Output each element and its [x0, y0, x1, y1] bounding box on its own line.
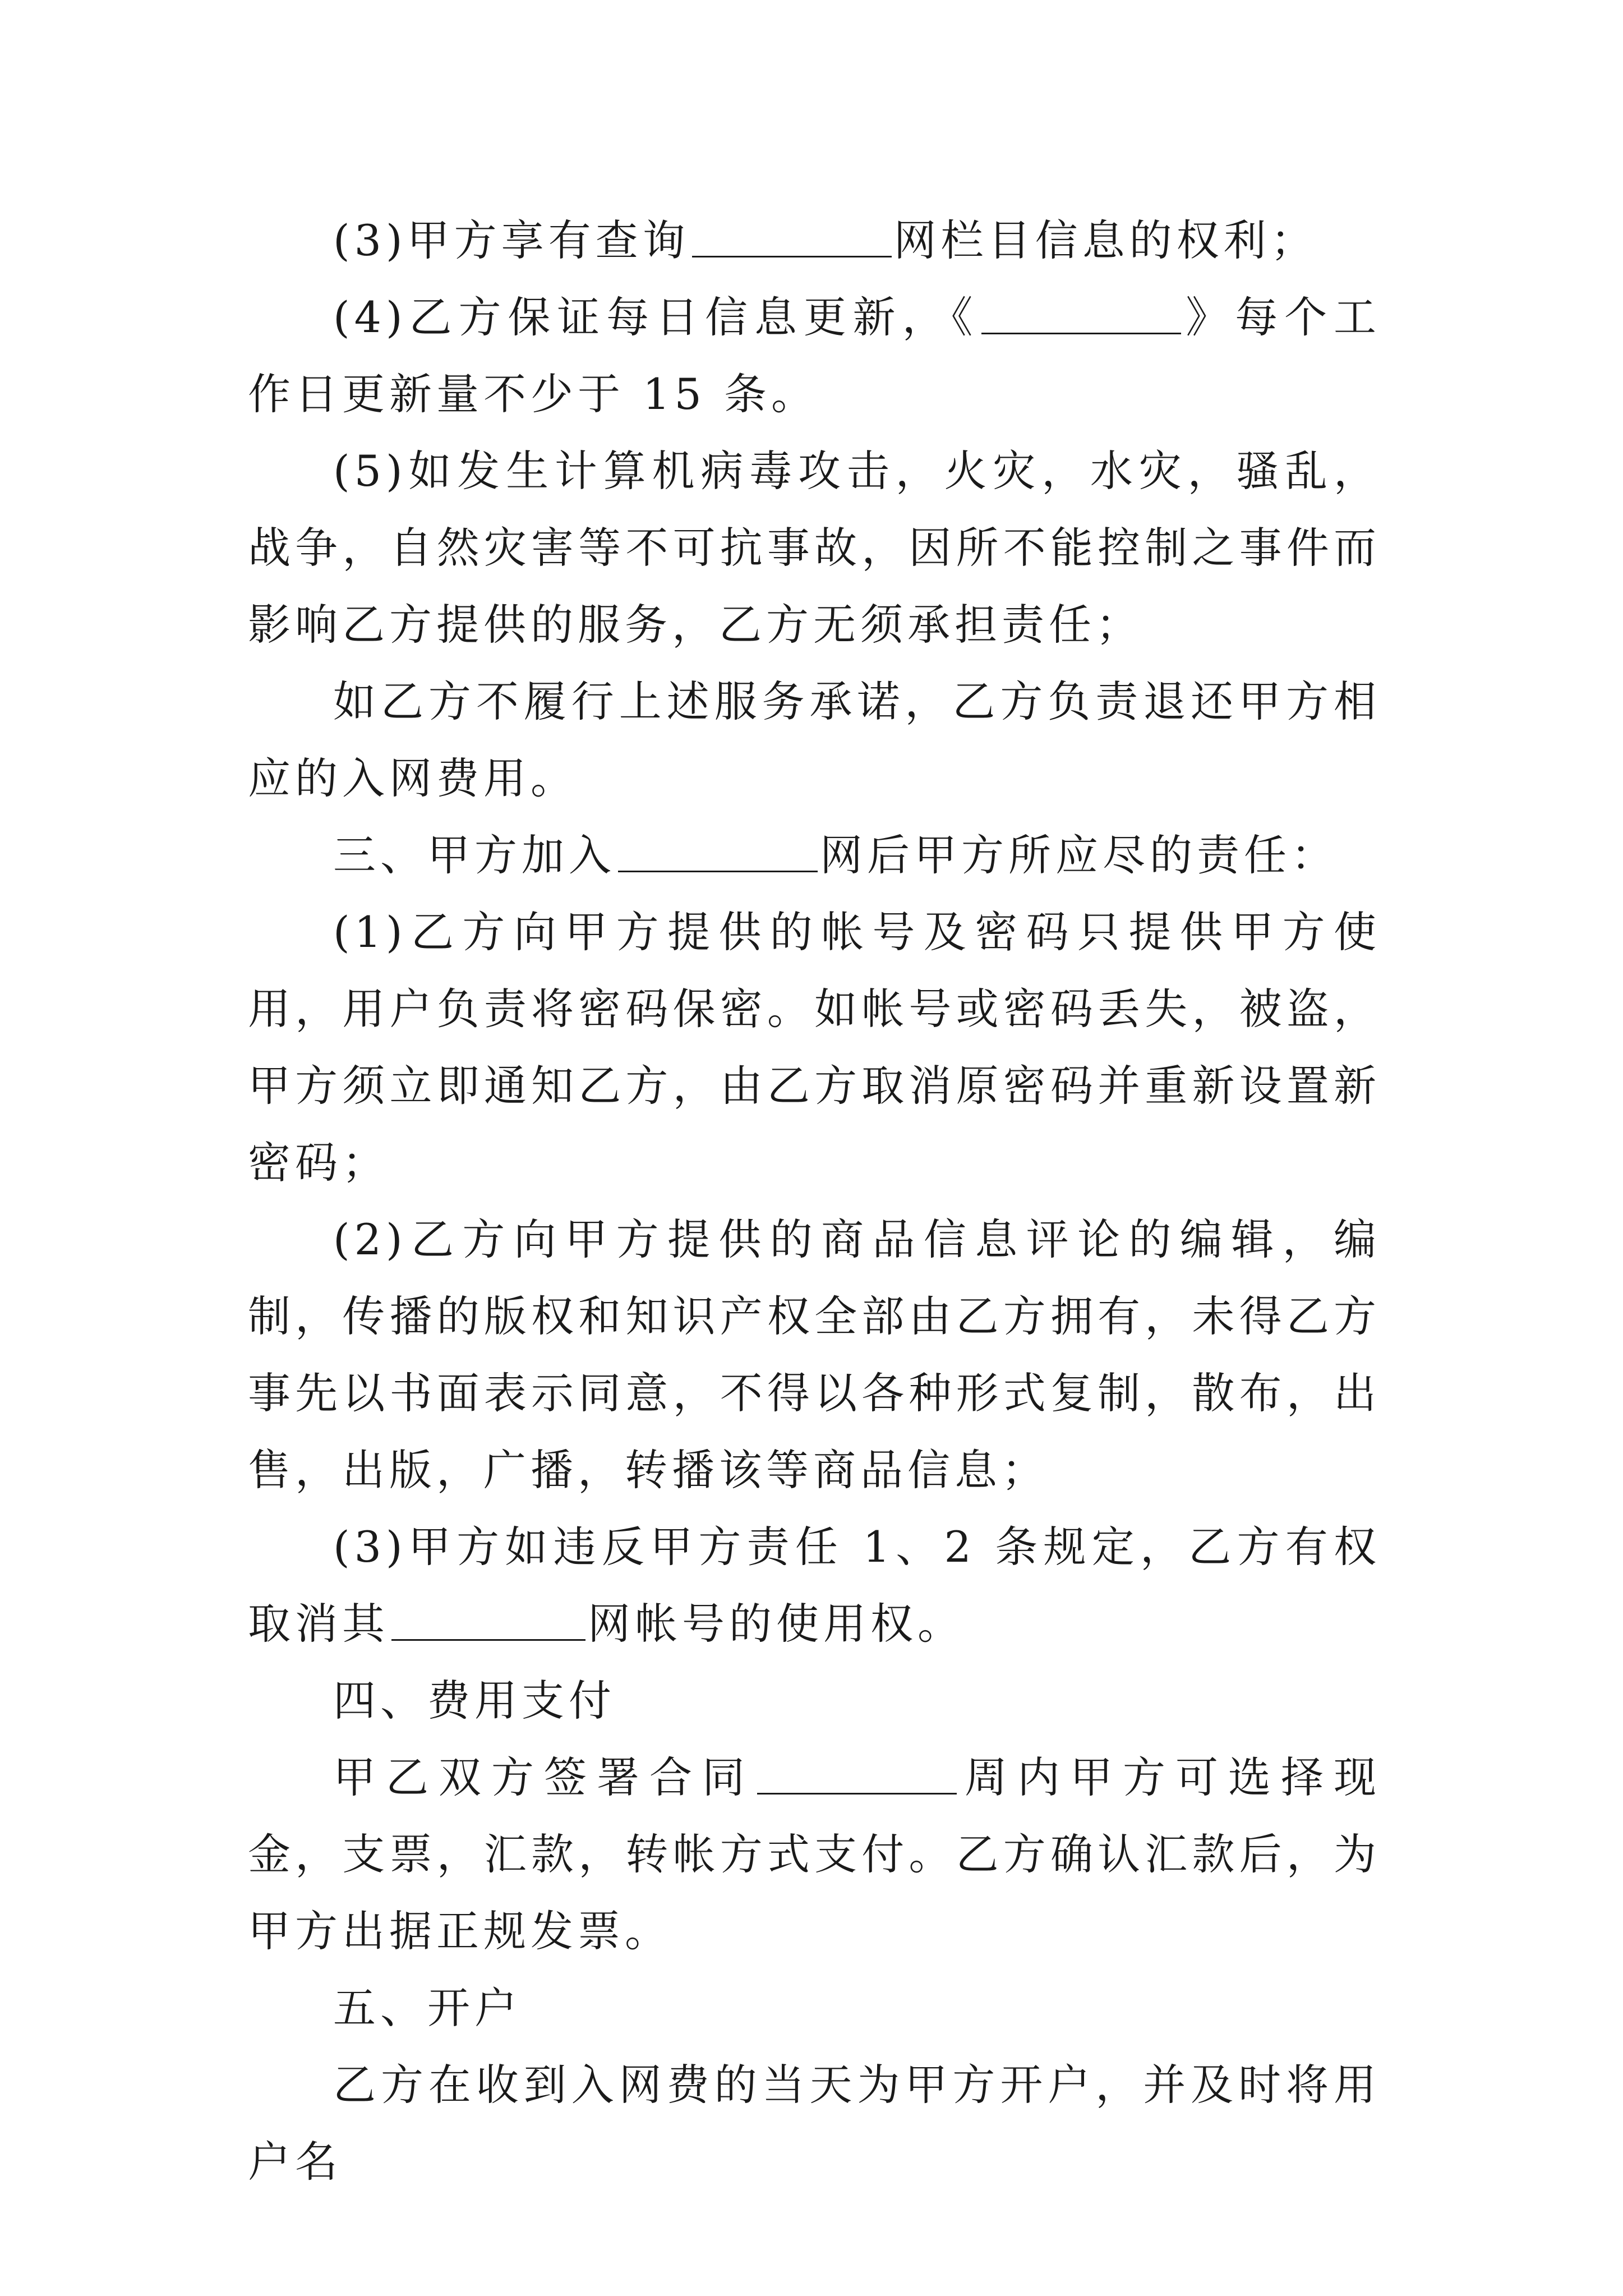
document-body [248, 202, 1381, 2200]
account-opening-clause [248, 2046, 1381, 2200]
fill-in-blank [391, 1596, 585, 1641]
paragraph-text: 如乙方不履行上述服务承诺，乙方负责退还甲方相应的入网费用。 [248, 677, 1381, 803]
clause-3-query-rights [248, 202, 1381, 279]
responsibility-1-password [248, 894, 1381, 1201]
responsibility-3-violation [248, 1508, 1381, 1662]
section-5-heading [248, 1970, 1381, 2046]
fill-in-blank [618, 828, 818, 872]
responsibility-2-copyright [248, 1201, 1381, 1508]
refund-clause [248, 663, 1381, 817]
paragraph-text: 》每个工作日更新量不少于 15 条。 [248, 292, 1381, 419]
paragraph-text: 五、开户 [333, 1983, 522, 2033]
fill-in-blank [981, 290, 1181, 334]
clause-4-daily-update [248, 279, 1381, 432]
paragraph-text: (4)乙方保证每日信息更新，《 [333, 292, 980, 342]
section-4-heading [248, 1662, 1381, 1739]
paragraph-text: 网栏目信息的权利； [893, 215, 1318, 265]
paragraph-text: (5)如发生计算机病毒攻击，火灾，水灾，骚乱，战争，自然灾害等不可抗事故，因所不能控制之事件而影响乙方提供的服务，乙方无须承担责任； [248, 446, 1381, 650]
payment-clause [248, 1739, 1381, 1970]
paragraph-text: (2)乙方向甲方提供的商品信息评论的编辑，编制，传播的版权和知识产权全部由乙方拥有，未得乙方事先以书面表示同意，不得以各种形式复制，散布，出售，出版，广播，转播该等商品信息； [248, 1214, 1381, 1495]
paragraph-text: 网帐号的使用权。 [588, 1599, 965, 1649]
paragraph-text: (1)乙方向甲方提供的帐号及密码只提供甲方使用，用户负责将密码保密。如帐号或密码丢失，被盗，甲方须立即通知乙方，由乙方取消原密码并重新设置新密码； [248, 907, 1381, 1188]
fill-in-blank [757, 1750, 957, 1795]
paragraph-text: (3)甲方享有查询 [333, 215, 690, 265]
paragraph-text: 甲乙双方签署合同 [333, 1752, 755, 1802]
paragraph-text: 网后甲方所应尽的责任： [820, 830, 1338, 880]
paragraph-text: 周内甲方可选择现金，支票，汇款，转帐方式支付。乙方确认汇款后，为甲方出据正规发票。 [248, 1752, 1381, 1956]
paragraph-text: 三、甲方加入 [333, 830, 616, 880]
section-3-heading [248, 817, 1381, 894]
paragraph-text: 乙方在收到入网费的当天为甲方开户，并及时将用户名 [248, 2060, 1381, 2187]
paragraph-text: 四、费用支付 [333, 1676, 616, 1726]
clause-5-force-majeure [248, 432, 1381, 663]
paragraph-text: (3)甲方如违反甲方责任 1、2 条规定，乙方有权取消其 [248, 1522, 1381, 1649]
fill-in-blank [692, 213, 892, 257]
